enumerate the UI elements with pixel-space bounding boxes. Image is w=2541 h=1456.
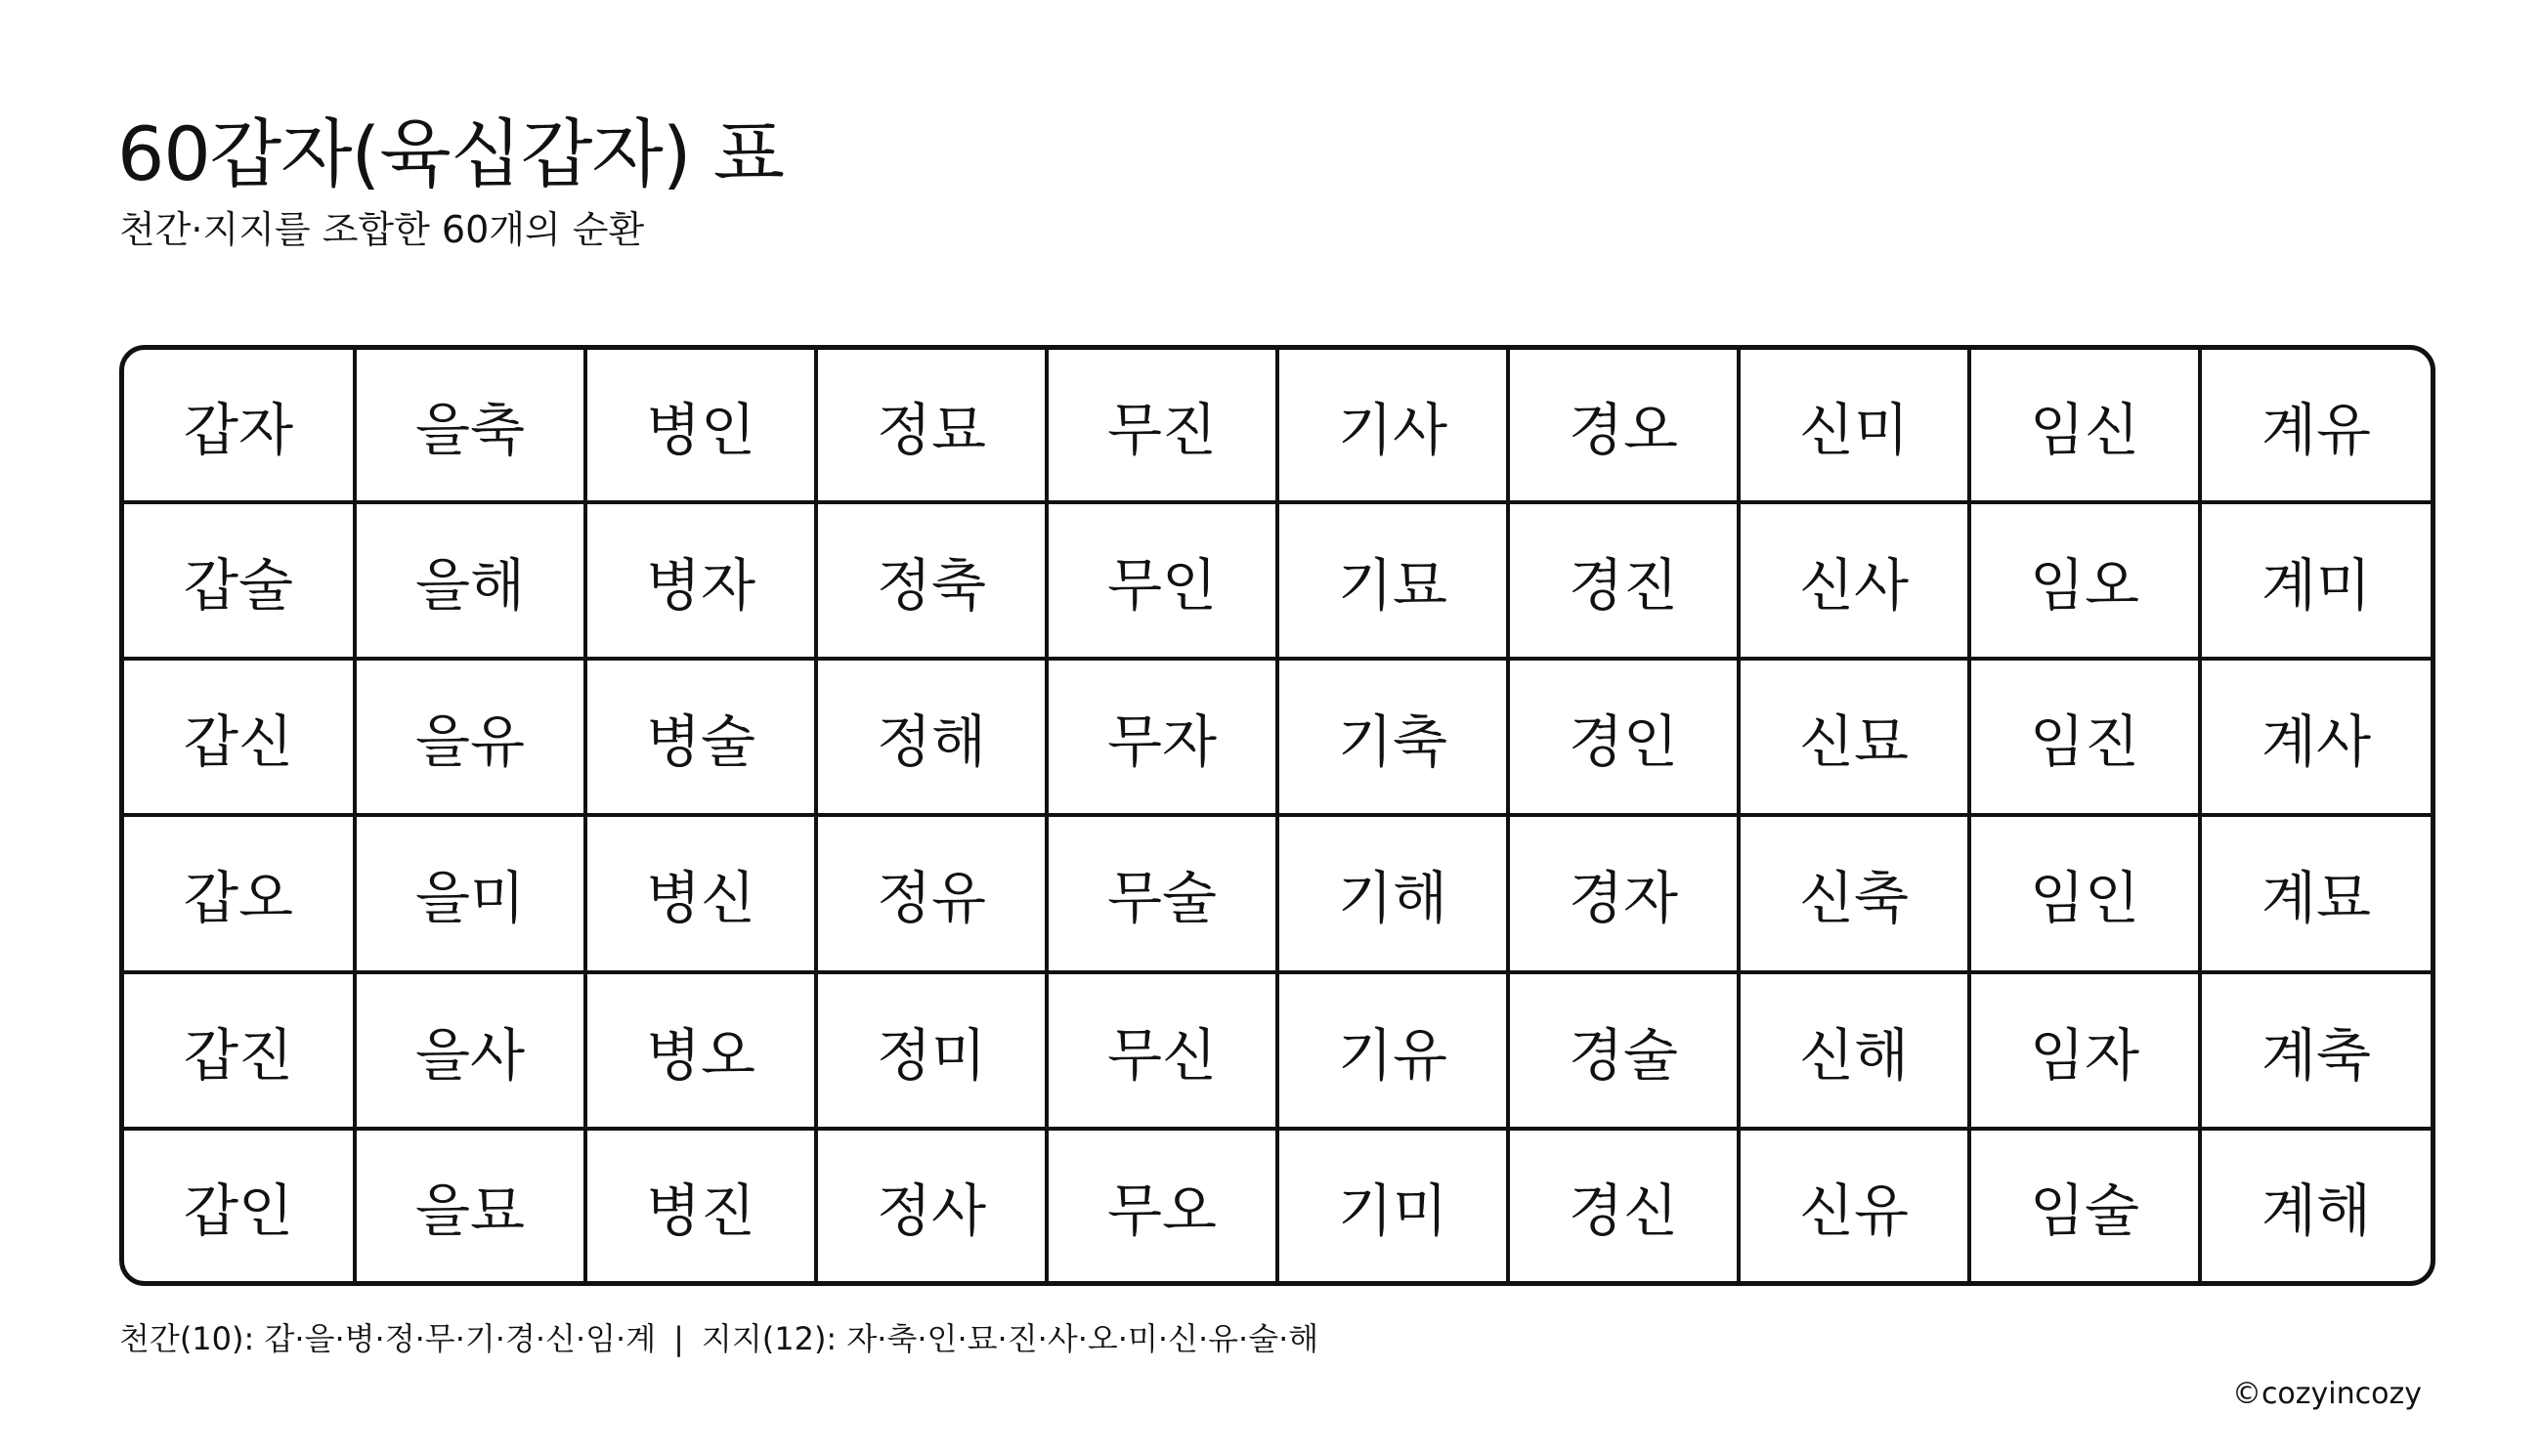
sexagenary-table-frame bbox=[119, 345, 2435, 1286]
table-cell: 신미 bbox=[1739, 350, 1969, 502]
table-cell: 신축 bbox=[1739, 815, 1969, 971]
jiji-note: 지지(12): 자·축·인·묘·진·사·오·미·신·유·술·해 bbox=[701, 1320, 1319, 1357]
table-cell: 병진 bbox=[585, 1129, 816, 1281]
table-cell: 갑진 bbox=[124, 972, 355, 1129]
table-cell: 계사 bbox=[2200, 659, 2431, 815]
table-cell: 신해 bbox=[1739, 972, 1969, 1129]
table-cell: 을미 bbox=[355, 815, 585, 971]
table-cell: 계축 bbox=[2200, 972, 2431, 1129]
table-cell: 무인 bbox=[1047, 502, 1277, 659]
table-cell: 계미 bbox=[2200, 502, 2431, 659]
table-cell: 정미 bbox=[816, 972, 1047, 1129]
table-cell: 경진 bbox=[1508, 502, 1739, 659]
table-cell: 병인 bbox=[585, 350, 816, 502]
table-row bbox=[124, 502, 2431, 659]
table-cell: 병신 bbox=[585, 815, 816, 971]
table-cell: 계해 bbox=[2200, 1129, 2431, 1281]
footnote bbox=[119, 1317, 1318, 1360]
table-cell: 계묘 bbox=[2200, 815, 2431, 971]
table-cell: 병자 bbox=[585, 502, 816, 659]
table-cell: 기유 bbox=[1277, 972, 1508, 1129]
table-cell: 계유 bbox=[2200, 350, 2431, 502]
table-cell: 무신 bbox=[1047, 972, 1277, 1129]
table-cell: 경자 bbox=[1508, 815, 1739, 971]
table-row bbox=[124, 1129, 2431, 1281]
table-cell: 신사 bbox=[1739, 502, 1969, 659]
table-cell: 정묘 bbox=[816, 350, 1047, 502]
table-cell: 병오 bbox=[585, 972, 816, 1129]
table-cell: 기해 bbox=[1277, 815, 1508, 971]
page-subtitle: 천간·지지를 조합한 60개의 순환 bbox=[119, 208, 645, 251]
table-cell: 무자 bbox=[1047, 659, 1277, 815]
table-cell: 정유 bbox=[816, 815, 1047, 971]
table-cell: 을유 bbox=[355, 659, 585, 815]
table-cell: 임술 bbox=[1969, 1129, 2200, 1281]
table-row bbox=[124, 815, 2431, 971]
table-row bbox=[124, 659, 2431, 815]
table-row bbox=[124, 972, 2431, 1129]
table-cell: 을사 bbox=[355, 972, 585, 1129]
footnote-separator: | bbox=[673, 1320, 684, 1357]
table-cell: 경술 bbox=[1508, 972, 1739, 1129]
table-cell: 경오 bbox=[1508, 350, 1739, 502]
cheongan-note: 천간(10): 갑·을·병·정·무·기·경·신·임·계 bbox=[119, 1320, 657, 1357]
table-cell: 갑자 bbox=[124, 350, 355, 502]
table-cell: 정사 bbox=[816, 1129, 1047, 1281]
table-cell: 정축 bbox=[816, 502, 1047, 659]
table-cell: 경인 bbox=[1508, 659, 1739, 815]
sexagenary-table bbox=[124, 350, 2431, 1281]
table-cell: 기미 bbox=[1277, 1129, 1508, 1281]
table-cell: 기축 bbox=[1277, 659, 1508, 815]
table-cell: 임신 bbox=[1969, 350, 2200, 502]
table-cell: 신묘 bbox=[1739, 659, 1969, 815]
page-title: 60갑자(육십갑자) 표 bbox=[117, 110, 785, 197]
table-cell: 기사 bbox=[1277, 350, 1508, 502]
table-cell: 을묘 bbox=[355, 1129, 585, 1281]
table-cell: 임인 bbox=[1969, 815, 2200, 971]
table-cell: 무오 bbox=[1047, 1129, 1277, 1281]
table-cell: 임진 bbox=[1969, 659, 2200, 815]
table-cell: 갑신 bbox=[124, 659, 355, 815]
table-cell: 신유 bbox=[1739, 1129, 1969, 1281]
table-cell: 정해 bbox=[816, 659, 1047, 815]
table-cell: 무진 bbox=[1047, 350, 1277, 502]
table-cell: 을해 bbox=[355, 502, 585, 659]
table-cell: 병술 bbox=[585, 659, 816, 815]
table-cell: 임오 bbox=[1969, 502, 2200, 659]
table-cell: 기묘 bbox=[1277, 502, 1508, 659]
table-cell: 갑오 bbox=[124, 815, 355, 971]
table-cell: 갑술 bbox=[124, 502, 355, 659]
table-cell: 을축 bbox=[355, 350, 585, 502]
table-row bbox=[124, 350, 2431, 502]
table-cell: 무술 bbox=[1047, 815, 1277, 971]
credit-text: ©cozyincozy bbox=[2231, 1377, 2422, 1411]
table-cell: 임자 bbox=[1969, 972, 2200, 1129]
table-cell: 갑인 bbox=[124, 1129, 355, 1281]
table-cell: 경신 bbox=[1508, 1129, 1739, 1281]
